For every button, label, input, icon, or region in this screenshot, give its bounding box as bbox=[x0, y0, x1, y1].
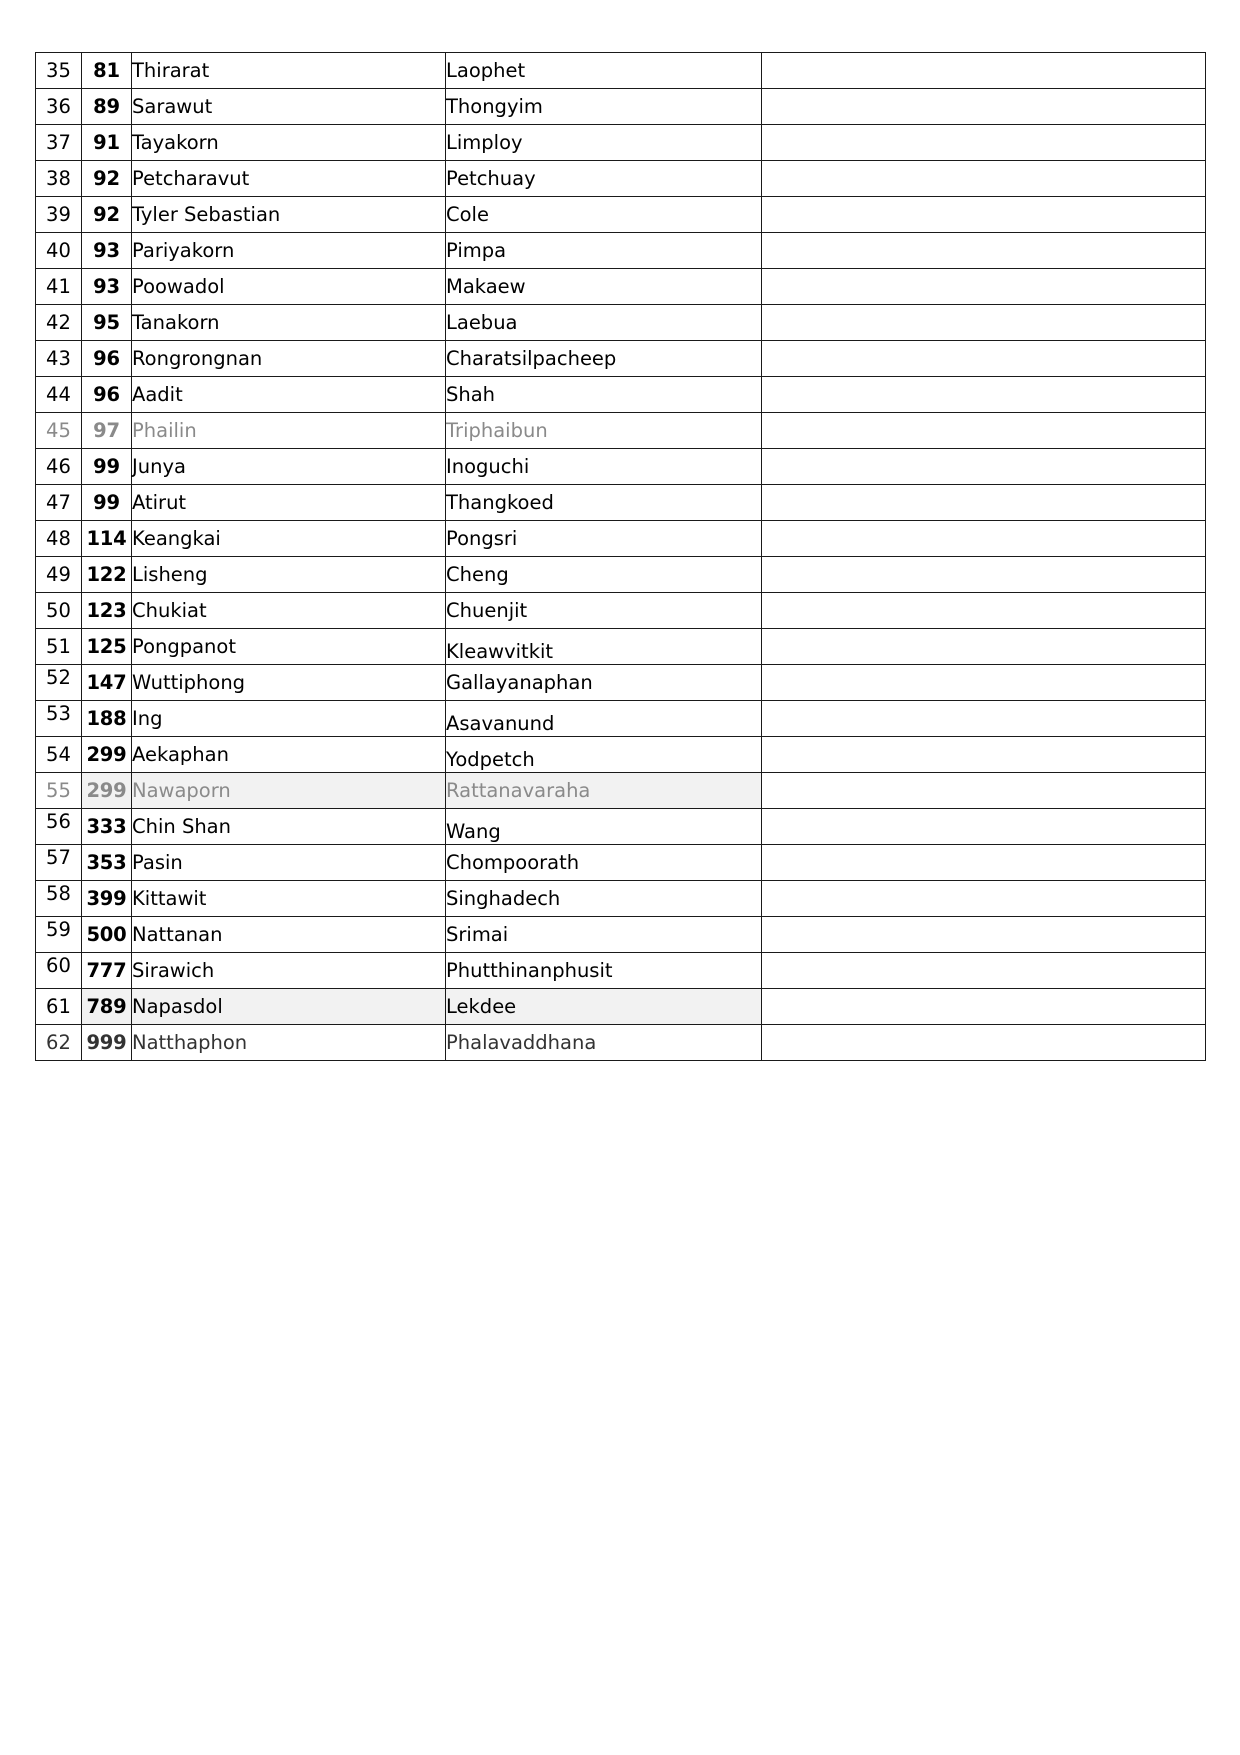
row-last-name-cell-text: Makaew bbox=[446, 274, 526, 298]
row-index-cell-text: 55 bbox=[45, 778, 71, 802]
row-index-cell bbox=[36, 917, 82, 953]
row-last-name-cell bbox=[446, 269, 762, 305]
row-number-cell bbox=[82, 305, 132, 341]
row-number-cell-text: 93 bbox=[93, 274, 120, 298]
row-last-name-cell-text: Inoguchi bbox=[446, 454, 530, 478]
table-row bbox=[36, 1025, 1206, 1061]
row-notes-cell bbox=[762, 665, 1206, 701]
row-notes-cell bbox=[762, 917, 1206, 953]
row-last-name-cell-text: Singhadech bbox=[446, 886, 561, 910]
row-number-cell-text: 777 bbox=[86, 958, 127, 982]
row-notes-cell bbox=[762, 125, 1206, 161]
row-first-name-cell-text: Tanakorn bbox=[132, 310, 220, 334]
row-notes-cell bbox=[762, 701, 1206, 737]
row-first-name-cell bbox=[132, 269, 446, 305]
row-number-cell-text: 89 bbox=[93, 94, 120, 118]
names-table bbox=[35, 52, 1206, 1061]
row-first-name-cell-text: Napasdol bbox=[132, 994, 223, 1018]
row-first-name-cell bbox=[132, 125, 446, 161]
row-number-cell bbox=[82, 917, 132, 953]
row-index-cell-text: 36 bbox=[45, 94, 71, 118]
table-row bbox=[36, 521, 1206, 557]
row-number-cell-text: 81 bbox=[93, 58, 120, 82]
row-last-name-cell-text: Lekdee bbox=[446, 994, 517, 1018]
row-notes-cell bbox=[762, 557, 1206, 593]
row-number-cell bbox=[82, 629, 132, 665]
row-index-cell-text: 54 bbox=[45, 742, 71, 766]
row-last-name-cell-text: Charatsilpacheep bbox=[446, 346, 617, 370]
row-index-cell-text: 58 bbox=[45, 881, 71, 905]
row-number-cell bbox=[82, 161, 132, 197]
names-table-body bbox=[36, 53, 1206, 1061]
row-first-name-cell-text: Phailin bbox=[132, 418, 197, 442]
row-index-cell-text: 57 bbox=[45, 845, 71, 869]
row-index-cell-text: 42 bbox=[45, 310, 71, 334]
table-row bbox=[36, 701, 1206, 737]
row-last-name-cell bbox=[446, 521, 762, 557]
row-first-name-cell bbox=[132, 665, 446, 701]
row-number-cell-text: 91 bbox=[93, 130, 120, 154]
row-first-name-cell-text: Pongpanot bbox=[132, 634, 236, 658]
row-index-cell-text: 38 bbox=[45, 166, 71, 190]
row-notes-cell bbox=[762, 629, 1206, 665]
row-number-cell-text: 99 bbox=[93, 490, 120, 514]
row-notes-cell bbox=[762, 341, 1206, 377]
row-number-cell bbox=[82, 269, 132, 305]
table-row bbox=[36, 161, 1206, 197]
row-notes-cell bbox=[762, 773, 1206, 809]
row-first-name-cell-text: Keangkai bbox=[132, 526, 221, 550]
row-first-name-cell-text: Atirut bbox=[132, 490, 187, 514]
row-first-name-cell bbox=[132, 521, 446, 557]
row-last-name-cell bbox=[446, 197, 762, 233]
row-index-cell bbox=[36, 629, 82, 665]
row-number-cell bbox=[82, 341, 132, 377]
row-index-cell-text: 60 bbox=[45, 953, 71, 977]
row-index-cell-text: 50 bbox=[45, 598, 71, 622]
row-index-cell bbox=[36, 665, 82, 701]
table-row bbox=[36, 53, 1206, 89]
row-number-cell-text: 353 bbox=[86, 850, 127, 874]
row-index-cell bbox=[36, 341, 82, 377]
row-first-name-cell bbox=[132, 917, 446, 953]
row-number-cell-text: 299 bbox=[86, 742, 127, 766]
row-last-name-cell bbox=[446, 89, 762, 125]
row-last-name-cell-text: Thangkoed bbox=[446, 490, 554, 514]
row-index-cell-text: 62 bbox=[45, 1030, 71, 1054]
table-row bbox=[36, 233, 1206, 269]
row-last-name-cell-text: Chuenjit bbox=[446, 598, 528, 622]
row-index-cell bbox=[36, 269, 82, 305]
row-number-cell-text: 93 bbox=[93, 238, 120, 262]
row-number-cell bbox=[82, 233, 132, 269]
row-last-name-cell bbox=[446, 449, 762, 485]
row-index-cell bbox=[36, 593, 82, 629]
row-index-cell bbox=[36, 1025, 82, 1061]
row-first-name-cell bbox=[132, 737, 446, 773]
table-row bbox=[36, 449, 1206, 485]
row-last-name-cell-text: Pimpa bbox=[446, 238, 507, 262]
table-row bbox=[36, 809, 1206, 845]
row-first-name-cell-text: Pariyakorn bbox=[132, 238, 235, 262]
row-first-name-cell bbox=[132, 305, 446, 341]
row-notes-cell bbox=[762, 989, 1206, 1025]
row-number-cell bbox=[82, 1025, 132, 1061]
row-index-cell-text: 43 bbox=[45, 346, 71, 370]
row-index-cell bbox=[36, 449, 82, 485]
row-notes-cell bbox=[762, 161, 1206, 197]
row-number-cell bbox=[82, 557, 132, 593]
row-notes-cell bbox=[762, 233, 1206, 269]
row-notes-cell bbox=[762, 449, 1206, 485]
row-last-name-cell bbox=[446, 233, 762, 269]
row-notes-cell bbox=[762, 845, 1206, 881]
row-index-cell bbox=[36, 53, 82, 89]
row-notes-cell bbox=[762, 269, 1206, 305]
row-last-name-cell-text: Chompoorath bbox=[446, 850, 580, 874]
table-row bbox=[36, 557, 1206, 593]
row-notes-cell bbox=[762, 413, 1206, 449]
row-first-name-cell bbox=[132, 989, 446, 1025]
row-index-cell-text: 49 bbox=[45, 562, 71, 586]
row-index-cell-text: 37 bbox=[45, 130, 71, 154]
row-first-name-cell bbox=[132, 953, 446, 989]
table-row bbox=[36, 341, 1206, 377]
row-index-cell-text: 46 bbox=[45, 454, 71, 478]
row-number-cell bbox=[82, 773, 132, 809]
row-number-cell bbox=[82, 809, 132, 845]
row-number-cell bbox=[82, 845, 132, 881]
row-number-cell-text: 123 bbox=[86, 598, 127, 622]
row-first-name-cell-text: Tyler Sebastian bbox=[132, 202, 281, 226]
row-index-cell-text: 48 bbox=[45, 526, 71, 550]
table-row bbox=[36, 845, 1206, 881]
row-first-name-cell bbox=[132, 881, 446, 917]
row-index-cell bbox=[36, 377, 82, 413]
row-last-name-cell bbox=[446, 989, 762, 1025]
row-first-name-cell bbox=[132, 413, 446, 449]
row-last-name-cell bbox=[446, 953, 762, 989]
row-notes-cell bbox=[762, 1025, 1206, 1061]
row-first-name-cell-text: Lisheng bbox=[132, 562, 208, 586]
row-index-cell bbox=[36, 989, 82, 1025]
row-last-name-cell bbox=[446, 53, 762, 89]
row-last-name-cell bbox=[446, 809, 762, 845]
row-index-cell-text: 51 bbox=[45, 634, 71, 658]
row-index-cell bbox=[36, 773, 82, 809]
row-last-name-cell bbox=[446, 845, 762, 881]
table-row bbox=[36, 917, 1206, 953]
row-index-cell bbox=[36, 701, 82, 737]
row-last-name-cell-text: Asavanund bbox=[446, 711, 555, 735]
row-index-cell-text: 53 bbox=[45, 701, 71, 725]
row-last-name-cell-text: Shah bbox=[446, 382, 496, 406]
row-first-name-cell bbox=[132, 53, 446, 89]
row-last-name-cell-text: Cheng bbox=[446, 562, 509, 586]
row-number-cell-text: 92 bbox=[93, 202, 120, 226]
row-number-cell-text: 500 bbox=[86, 922, 127, 946]
row-number-cell-text: 789 bbox=[86, 994, 127, 1018]
row-number-cell bbox=[82, 485, 132, 521]
table-row bbox=[36, 197, 1206, 233]
row-last-name-cell-text: Thongyim bbox=[446, 94, 543, 118]
row-last-name-cell bbox=[446, 1025, 762, 1061]
table-row bbox=[36, 125, 1206, 161]
row-last-name-cell-text: Laophet bbox=[446, 58, 526, 82]
row-last-name-cell bbox=[446, 881, 762, 917]
row-first-name-cell bbox=[132, 701, 446, 737]
row-number-cell bbox=[82, 53, 132, 89]
table-row bbox=[36, 989, 1206, 1025]
row-last-name-cell-text: Pongsri bbox=[446, 526, 518, 550]
row-number-cell-text: 99 bbox=[93, 454, 120, 478]
row-last-name-cell-text: Gallayanaphan bbox=[446, 670, 593, 694]
row-last-name-cell bbox=[446, 593, 762, 629]
row-first-name-cell bbox=[132, 629, 446, 665]
row-first-name-cell-text: Wuttiphong bbox=[132, 670, 246, 694]
row-number-cell bbox=[82, 989, 132, 1025]
row-first-name-cell-text: Junya bbox=[132, 454, 186, 478]
row-number-cell bbox=[82, 413, 132, 449]
row-last-name-cell bbox=[446, 629, 762, 665]
row-last-name-cell-text: Yodpetch bbox=[446, 747, 535, 771]
row-last-name-cell bbox=[446, 413, 762, 449]
row-last-name-cell bbox=[446, 557, 762, 593]
row-index-cell bbox=[36, 197, 82, 233]
row-first-name-cell-text: Natthaphon bbox=[132, 1030, 248, 1054]
row-number-cell bbox=[82, 665, 132, 701]
row-notes-cell bbox=[762, 881, 1206, 917]
row-first-name-cell-text: Pasin bbox=[132, 850, 183, 874]
row-number-cell bbox=[82, 953, 132, 989]
row-first-name-cell bbox=[132, 197, 446, 233]
row-index-cell bbox=[36, 521, 82, 557]
row-number-cell-text: 147 bbox=[86, 670, 127, 694]
row-index-cell bbox=[36, 485, 82, 521]
row-number-cell-text: 114 bbox=[86, 526, 127, 550]
row-first-name-cell-text: Tayakorn bbox=[132, 130, 219, 154]
row-number-cell-text: 92 bbox=[93, 166, 120, 190]
row-number-cell-text: 122 bbox=[86, 562, 127, 586]
row-index-cell bbox=[36, 305, 82, 341]
row-number-cell bbox=[82, 593, 132, 629]
row-first-name-cell-text: Rongrongnan bbox=[132, 346, 263, 370]
row-number-cell-text: 999 bbox=[86, 1030, 127, 1054]
row-last-name-cell-text: Phutthinanphusit bbox=[446, 958, 613, 982]
row-index-cell-text: 61 bbox=[45, 994, 71, 1018]
row-index-cell-text: 47 bbox=[45, 490, 71, 514]
row-number-cell bbox=[82, 521, 132, 557]
row-last-name-cell bbox=[446, 773, 762, 809]
row-notes-cell bbox=[762, 305, 1206, 341]
row-number-cell bbox=[82, 881, 132, 917]
table-row bbox=[36, 629, 1206, 665]
table-row bbox=[36, 305, 1206, 341]
row-number-cell bbox=[82, 377, 132, 413]
row-number-cell bbox=[82, 449, 132, 485]
row-last-name-cell bbox=[446, 917, 762, 953]
row-first-name-cell-text: Thirarat bbox=[132, 58, 210, 82]
row-last-name-cell-text: Kleawvitkit bbox=[446, 639, 554, 663]
row-notes-cell bbox=[762, 521, 1206, 557]
row-last-name-cell bbox=[446, 341, 762, 377]
row-last-name-cell-text: Srimai bbox=[446, 922, 509, 946]
row-number-cell bbox=[82, 89, 132, 125]
row-index-cell-text: 52 bbox=[45, 665, 71, 689]
row-first-name-cell bbox=[132, 773, 446, 809]
row-index-cell-text: 45 bbox=[45, 418, 71, 442]
row-index-cell bbox=[36, 89, 82, 125]
row-first-name-cell-text: Aadit bbox=[132, 382, 183, 406]
row-number-cell-text: 96 bbox=[93, 346, 120, 370]
table-row bbox=[36, 773, 1206, 809]
row-first-name-cell-text: Ing bbox=[132, 706, 163, 730]
row-notes-cell bbox=[762, 377, 1206, 413]
row-last-name-cell bbox=[446, 701, 762, 737]
row-index-cell bbox=[36, 125, 82, 161]
table-row bbox=[36, 377, 1206, 413]
names-table-container bbox=[35, 52, 1205, 1061]
row-last-name-cell bbox=[446, 305, 762, 341]
row-index-cell bbox=[36, 737, 82, 773]
row-number-cell-text: 97 bbox=[93, 418, 120, 442]
row-last-name-cell bbox=[446, 485, 762, 521]
row-index-cell-text: 40 bbox=[45, 238, 71, 262]
row-last-name-cell bbox=[446, 737, 762, 773]
row-index-cell-text: 41 bbox=[45, 274, 71, 298]
row-first-name-cell-text: Petcharavut bbox=[132, 166, 250, 190]
row-first-name-cell bbox=[132, 233, 446, 269]
row-number-cell-text: 333 bbox=[86, 814, 127, 838]
row-notes-cell bbox=[762, 485, 1206, 521]
row-last-name-cell-text: Phalavaddhana bbox=[446, 1030, 597, 1054]
table-row bbox=[36, 953, 1206, 989]
row-first-name-cell bbox=[132, 161, 446, 197]
row-last-name-cell-text: Laebua bbox=[446, 310, 518, 334]
table-row bbox=[36, 737, 1206, 773]
table-row bbox=[36, 89, 1206, 125]
row-last-name-cell-text: Wang bbox=[446, 819, 501, 843]
table-row bbox=[36, 413, 1206, 449]
row-notes-cell bbox=[762, 593, 1206, 629]
row-first-name-cell-text: Chukiat bbox=[132, 598, 207, 622]
row-first-name-cell-text: Sarawut bbox=[132, 94, 213, 118]
row-number-cell bbox=[82, 737, 132, 773]
row-first-name-cell bbox=[132, 845, 446, 881]
row-number-cell bbox=[82, 701, 132, 737]
row-number-cell-text: 125 bbox=[86, 634, 127, 658]
row-index-cell-text: 39 bbox=[45, 202, 71, 226]
table-row bbox=[36, 665, 1206, 701]
row-index-cell bbox=[36, 233, 82, 269]
row-first-name-cell bbox=[132, 593, 446, 629]
row-first-name-cell bbox=[132, 1025, 446, 1061]
row-last-name-cell-text: Petchuay bbox=[446, 166, 536, 190]
row-first-name-cell bbox=[132, 557, 446, 593]
row-notes-cell bbox=[762, 89, 1206, 125]
row-index-cell-text: 35 bbox=[45, 58, 71, 82]
row-index-cell-text: 56 bbox=[45, 809, 71, 833]
row-last-name-cell-text: Limploy bbox=[446, 130, 523, 154]
row-index-cell-text: 44 bbox=[45, 382, 71, 406]
row-number-cell-text: 188 bbox=[86, 706, 127, 730]
row-first-name-cell-text: Aekaphan bbox=[132, 742, 229, 766]
row-number-cell-text: 299 bbox=[86, 778, 127, 802]
table-row bbox=[36, 485, 1206, 521]
table-row bbox=[36, 881, 1206, 917]
row-first-name-cell bbox=[132, 449, 446, 485]
row-first-name-cell bbox=[132, 341, 446, 377]
row-notes-cell bbox=[762, 809, 1206, 845]
row-index-cell bbox=[36, 413, 82, 449]
row-index-cell bbox=[36, 161, 82, 197]
row-first-name-cell bbox=[132, 485, 446, 521]
table-row bbox=[36, 269, 1206, 305]
row-first-name-cell-text: Chin Shan bbox=[132, 814, 231, 838]
row-last-name-cell bbox=[446, 665, 762, 701]
row-notes-cell bbox=[762, 953, 1206, 989]
row-first-name-cell-text: Sirawich bbox=[132, 958, 215, 982]
row-last-name-cell-text: Cole bbox=[446, 202, 489, 226]
row-first-name-cell bbox=[132, 377, 446, 413]
row-first-name-cell-text: Kittawit bbox=[132, 886, 207, 910]
row-first-name-cell-text: Nawaporn bbox=[132, 778, 231, 802]
row-index-cell bbox=[36, 881, 82, 917]
row-first-name-cell bbox=[132, 809, 446, 845]
row-index-cell bbox=[36, 845, 82, 881]
row-notes-cell bbox=[762, 737, 1206, 773]
row-first-name-cell-text: Nattanan bbox=[132, 922, 223, 946]
row-last-name-cell-text: Triphaibun bbox=[446, 418, 548, 442]
row-first-name-cell-text: Poowadol bbox=[132, 274, 225, 298]
row-number-cell-text: 399 bbox=[86, 886, 127, 910]
row-index-cell bbox=[36, 953, 82, 989]
table-row bbox=[36, 593, 1206, 629]
row-notes-cell bbox=[762, 53, 1206, 89]
row-notes-cell bbox=[762, 197, 1206, 233]
row-last-name-cell bbox=[446, 161, 762, 197]
row-last-name-cell-text: Rattanavaraha bbox=[446, 778, 591, 802]
row-number-cell-text: 95 bbox=[93, 310, 120, 334]
row-index-cell bbox=[36, 557, 82, 593]
row-index-cell-text: 59 bbox=[45, 917, 71, 941]
row-number-cell-text: 96 bbox=[93, 382, 120, 406]
row-index-cell bbox=[36, 809, 82, 845]
row-number-cell bbox=[82, 197, 132, 233]
row-first-name-cell bbox=[132, 89, 446, 125]
row-number-cell bbox=[82, 125, 132, 161]
row-last-name-cell bbox=[446, 125, 762, 161]
row-last-name-cell bbox=[446, 377, 762, 413]
